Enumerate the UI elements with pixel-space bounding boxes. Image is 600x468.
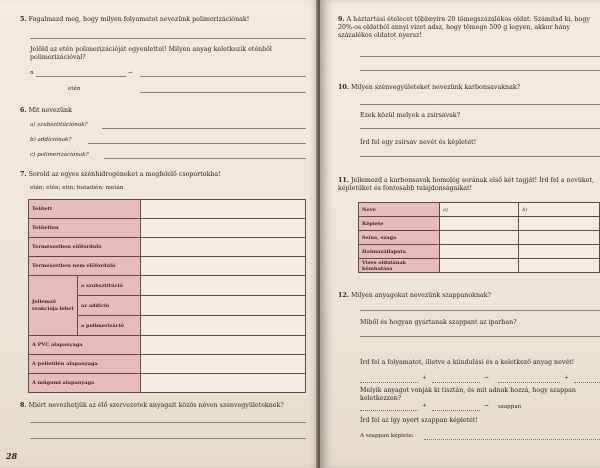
plus-icon: + [422, 403, 427, 409]
question-6 [20, 107, 72, 115]
question-11 [338, 177, 600, 193]
answer-cell[interactable] [519, 231, 600, 245]
question-10-sub1: Ezek közül melyek a zsírsavak? [360, 112, 461, 119]
soap-label: szappan [498, 404, 522, 410]
answer-cell[interactable] [141, 200, 306, 219]
substance-list: etán; etén; etin; butadién; metán [30, 185, 124, 191]
question-10-sub2: Írd fel egy zsírsav nevét és képletét! [360, 139, 477, 146]
question-text: Jellemezd a karbonsavak homológ sorának első két tagját! Írd fel a nevüket, képletüket és fontosabb tulajdonságaikat! [338, 177, 594, 192]
equation-blank[interactable] [432, 382, 480, 383]
answer-cell[interactable] [440, 217, 519, 231]
formula-blank[interactable] [424, 439, 600, 440]
row-label: A műgumi alapanyaga [29, 374, 141, 393]
answer-line[interactable] [140, 76, 306, 77]
question-12-sub4: Írd fel az így nyert szappan képletét! [360, 417, 478, 424]
question-text: Mit nevezünk [28, 107, 72, 114]
answer-cell[interactable] [141, 276, 306, 296]
answer-line[interactable] [88, 143, 306, 144]
question-number: 10. [338, 84, 349, 91]
question-text: Milyen anyagokat nevezünk szappanoknak? [350, 292, 491, 299]
plus-icon: + [564, 375, 569, 381]
answer-line[interactable] [360, 310, 600, 311]
answer-line[interactable] [30, 38, 306, 39]
equation-blank[interactable] [432, 410, 480, 411]
row-label: Színe, szaga [359, 231, 440, 245]
row-label: Telítetlen [29, 219, 141, 238]
question-text: Milyen szénvegyületeket nevezünk karbonsavaknak? [350, 84, 521, 91]
answer-line[interactable] [360, 336, 600, 337]
question-7 [20, 171, 310, 179]
eten-label: etén [68, 86, 81, 92]
question-text: Miért nevezhetjük az élő szervezetek anyagait közös néven szénvegyületeknek? [28, 402, 284, 409]
answer-cell[interactable] [141, 336, 306, 355]
answer-line[interactable] [360, 128, 600, 129]
answer-line[interactable] [104, 158, 306, 159]
answer-line[interactable] [30, 438, 306, 439]
group-label: Jellemző reakciója lehet [29, 276, 78, 336]
question-number: 12. [338, 292, 349, 299]
answer-cell[interactable] [141, 296, 306, 316]
list-item: b) addíciónak? [30, 137, 72, 143]
question-text: Fogalmazd meg, hogy milyen folyamatot nevezünk polimerizációnak! [28, 16, 250, 23]
answer-cell[interactable] [141, 219, 306, 238]
row-label: Természetben nem előforduló [29, 257, 141, 276]
answer-cell[interactable] [141, 238, 306, 257]
question-12-sub2: Írd fel a folyamatot, illetve a kiindulási és a keletkező anyag nevét! [360, 359, 575, 366]
answer-cell[interactable] [141, 316, 306, 336]
arrow-icon: → [484, 403, 489, 409]
answer-cell[interactable] [440, 245, 519, 259]
arrow-icon: → [484, 375, 489, 381]
column-a-header: a) [440, 203, 519, 217]
answer-line[interactable] [30, 422, 306, 423]
row-label: a szubsztitúció [78, 276, 141, 296]
answer-cell[interactable] [519, 245, 600, 259]
row-label: Természetben előforduló [29, 238, 141, 257]
answer-cell[interactable] [519, 217, 600, 231]
answer-line[interactable] [102, 128, 306, 129]
arrow-icon: → [128, 70, 133, 76]
question-5-sub: Jelöld az etén polimerizációját egyenlettel! Milyen anyag keletkezik eténből polimerizációval? [30, 46, 272, 61]
equation-blank[interactable] [360, 382, 418, 383]
answer-line[interactable] [360, 70, 600, 71]
page-number: 28 [6, 451, 18, 461]
list-item: a) szubsztitúciónak? [30, 122, 88, 128]
answer-line[interactable] [360, 156, 600, 157]
plus-icon: + [422, 375, 427, 381]
answer-line[interactable] [360, 56, 600, 57]
row-label: Vizes oldatának kémhatása [359, 259, 440, 273]
row-label: Képlete [359, 217, 440, 231]
question-text: Sorold az egyes szénhidrogéneket a megfelelő csoportokba! [28, 171, 221, 178]
equation-blank[interactable] [498, 382, 560, 383]
question-9 [338, 16, 600, 40]
row-label: Telített [29, 200, 141, 219]
question-number: 8. [20, 402, 27, 409]
row-label: az addíció [78, 296, 141, 316]
question-number: 11. [338, 177, 349, 184]
row-label: A polietilén alapanyaga [29, 355, 141, 374]
row-label: A PVC alapanyaga [29, 336, 141, 355]
soap-formula-label: A szappan képlete: [360, 433, 414, 439]
answer-cell[interactable] [519, 259, 600, 273]
question-number: 5. [20, 16, 27, 23]
row-label: Neve [359, 203, 440, 217]
answer-line[interactable] [140, 92, 306, 93]
question-12 [338, 292, 600, 300]
row-label: a polimerizáció [78, 316, 141, 336]
question-text: A háztartási ételecet többnyire 20 tömegszázalékos oldat. Számítsd ki, hogy 20%-os oldatból annyi vizet adsz, hogy tömege 500 g legyen, akkor hány százalékos oldatot nyersz! [338, 16, 590, 39]
column-b-header: b) [519, 203, 600, 217]
question-number: 6. [20, 107, 27, 114]
n-label: n [30, 70, 34, 76]
answer-cell[interactable] [141, 257, 306, 276]
answer-cell[interactable] [141, 355, 306, 374]
equation-blank[interactable] [360, 410, 418, 411]
question-5 [20, 16, 310, 24]
equation-blank[interactable] [574, 382, 600, 383]
question-8 [20, 402, 310, 410]
list-item: c) polimerizációnak? [30, 152, 89, 158]
answer-cell[interactable] [440, 231, 519, 245]
question-12-sub3: Melyik anyagot vonják ki tisztán, és mit adnak hozzá, hogy szappan keletkezzen? [360, 387, 576, 402]
question-12-sub1: Miből és hogyan gyártanak szappant az iparban? [360, 319, 517, 326]
question-10 [338, 84, 600, 92]
carboxylic-acid-table [358, 202, 600, 273]
question-number: 9. [338, 16, 345, 23]
answer-line[interactable] [36, 76, 126, 77]
right-page [320, 0, 600, 468]
question-number: 7. [20, 171, 27, 178]
answer-line[interactable] [360, 104, 600, 105]
row-label: Halmazállapota [359, 245, 440, 259]
answer-cell[interactable] [141, 374, 306, 393]
answer-cell[interactable] [440, 259, 519, 273]
classification-table [28, 199, 306, 393]
